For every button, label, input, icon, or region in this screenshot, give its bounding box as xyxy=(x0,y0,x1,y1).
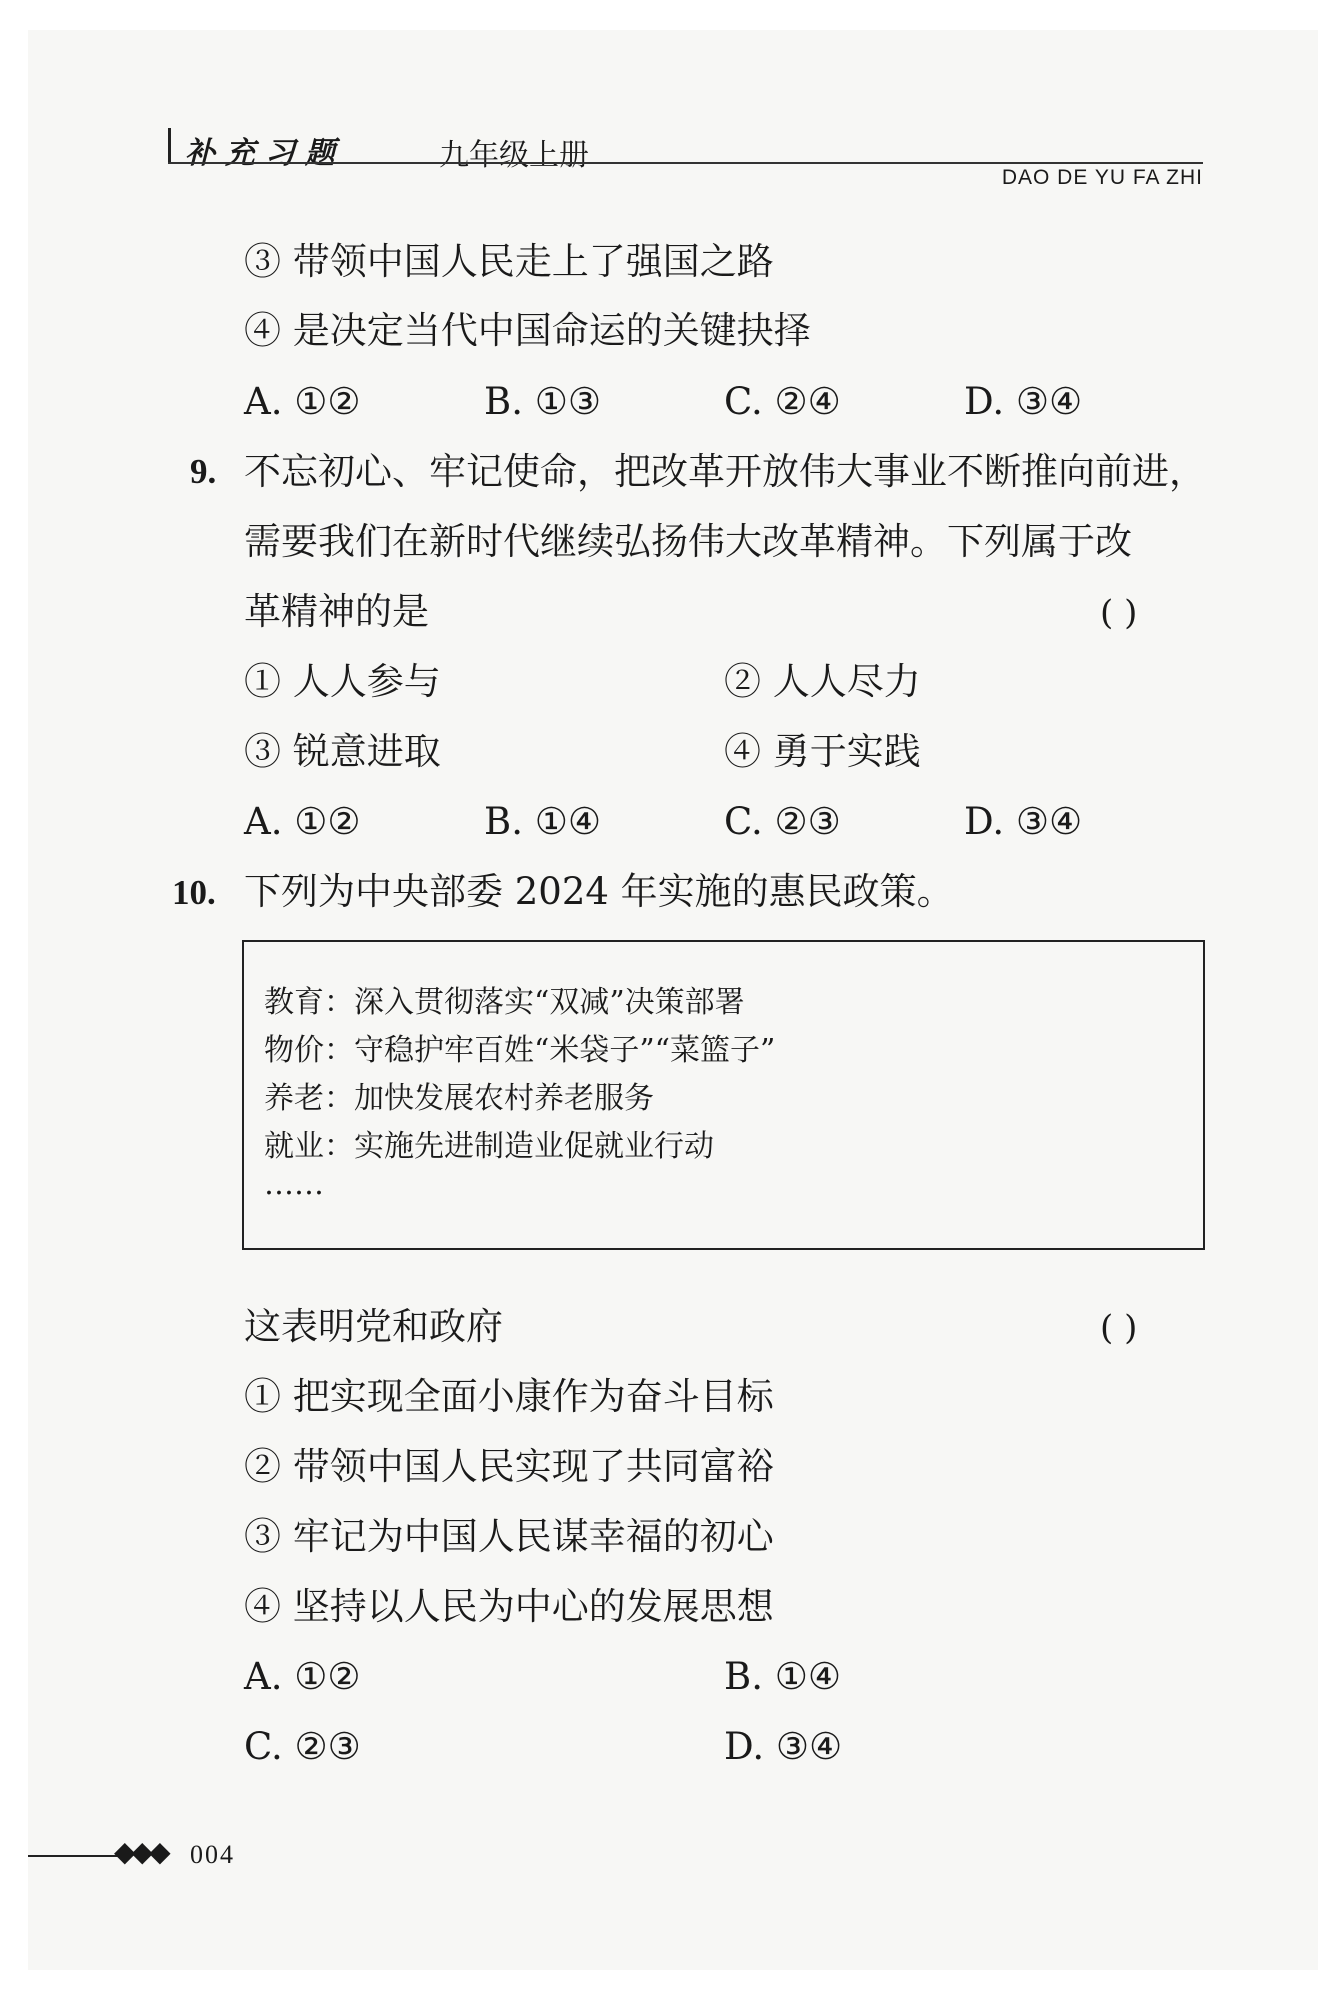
policy-line-prices: 物价：守稳护牢百姓“米袋子”“菜篮子” xyxy=(264,1033,776,1068)
q8-option-c: C. ②④ xyxy=(724,380,841,423)
q9-option-d: D. ③④ xyxy=(964,800,1083,843)
subject-row xyxy=(168,166,1203,196)
q9-number: 9. xyxy=(190,452,217,491)
q8-item-4: ④ 是决定当代中国命运的关键抉择 xyxy=(244,309,811,352)
page-number: 004 xyxy=(190,1840,235,1869)
q10-option-c: C. ②③ xyxy=(244,1725,361,1768)
q10-answer-blank: ( ) xyxy=(1100,1308,1138,1348)
q10-item-4: ④ 坚持以人民为中心的发展思想 xyxy=(244,1585,774,1628)
q10-option-b: B. ①④ xyxy=(724,1655,842,1698)
page-header xyxy=(168,128,1206,173)
q9-stem-line-3: 革精神的是 xyxy=(244,590,429,633)
q10-item-3: ③ 牢记为中国人民谋幸福的初心 xyxy=(244,1515,774,1558)
q9-item-3: ③ 锐意进取 xyxy=(244,730,441,773)
q10-followup: 这表明党和政府 xyxy=(244,1305,503,1348)
q10-option-d: D. ③④ xyxy=(724,1725,843,1768)
subject-pinyin: DAO DE YU FA ZHI xyxy=(1001,166,1203,189)
policy-line-ellipsis: …… xyxy=(264,1167,324,1202)
header-rule xyxy=(168,162,1203,164)
q9-item-1: ① 人人参与 xyxy=(244,660,441,703)
series-title: 补充习题 xyxy=(185,136,345,171)
q9-item-4: ④ 勇于实践 xyxy=(724,730,921,773)
q9-stem-line-2: 需要我们在新时代继续弘扬伟大改革精神。下列属于改 xyxy=(244,520,1132,563)
q9-option-b: B. ①④ xyxy=(484,800,602,843)
policy-box xyxy=(242,940,1205,1250)
q9-option-c: C. ②③ xyxy=(724,800,841,843)
q10-item-2: ② 带领中国人民实现了共同富裕 xyxy=(244,1445,774,1488)
q9-answer-blank: ( ) xyxy=(1100,593,1138,633)
policy-line-education: 教育：深入贯彻落实“双减”决策部署 xyxy=(264,985,745,1020)
footer-rule xyxy=(28,1855,118,1857)
diamond-ornament-icon: ◆◆◆ xyxy=(114,1835,167,1868)
q10-option-a: A. ①② xyxy=(244,1655,361,1698)
q9-stem-line-1: 不忘初心、牢记使命，把改革开放伟大事业不断推向前进， xyxy=(244,450,1206,493)
q10-number: 10. xyxy=(172,873,216,912)
q9-item-2: ② 人人尽力 xyxy=(724,660,921,703)
q8-option-d: D. ③④ xyxy=(964,380,1083,423)
policy-line-elderly-care: 养老：加快发展农村养老服务 xyxy=(264,1081,654,1116)
q8-option-b: B. ①③ xyxy=(484,380,602,423)
q10-item-1: ① 把实现全面小康作为奋斗目标 xyxy=(244,1375,774,1418)
q10-stem: 下列为中央部委 2024 年实施的惠民政策。 xyxy=(244,870,954,913)
policy-line-employment: 就业：实施先进制造业促就业行动 xyxy=(264,1129,714,1164)
q8-option-a: A. ①② xyxy=(244,380,361,423)
q9-option-a: A. ①② xyxy=(244,800,361,843)
q8-item-3: ③ 带领中国人民走上了强国之路 xyxy=(244,240,774,283)
grade-label: 九年级上册 xyxy=(439,138,589,173)
